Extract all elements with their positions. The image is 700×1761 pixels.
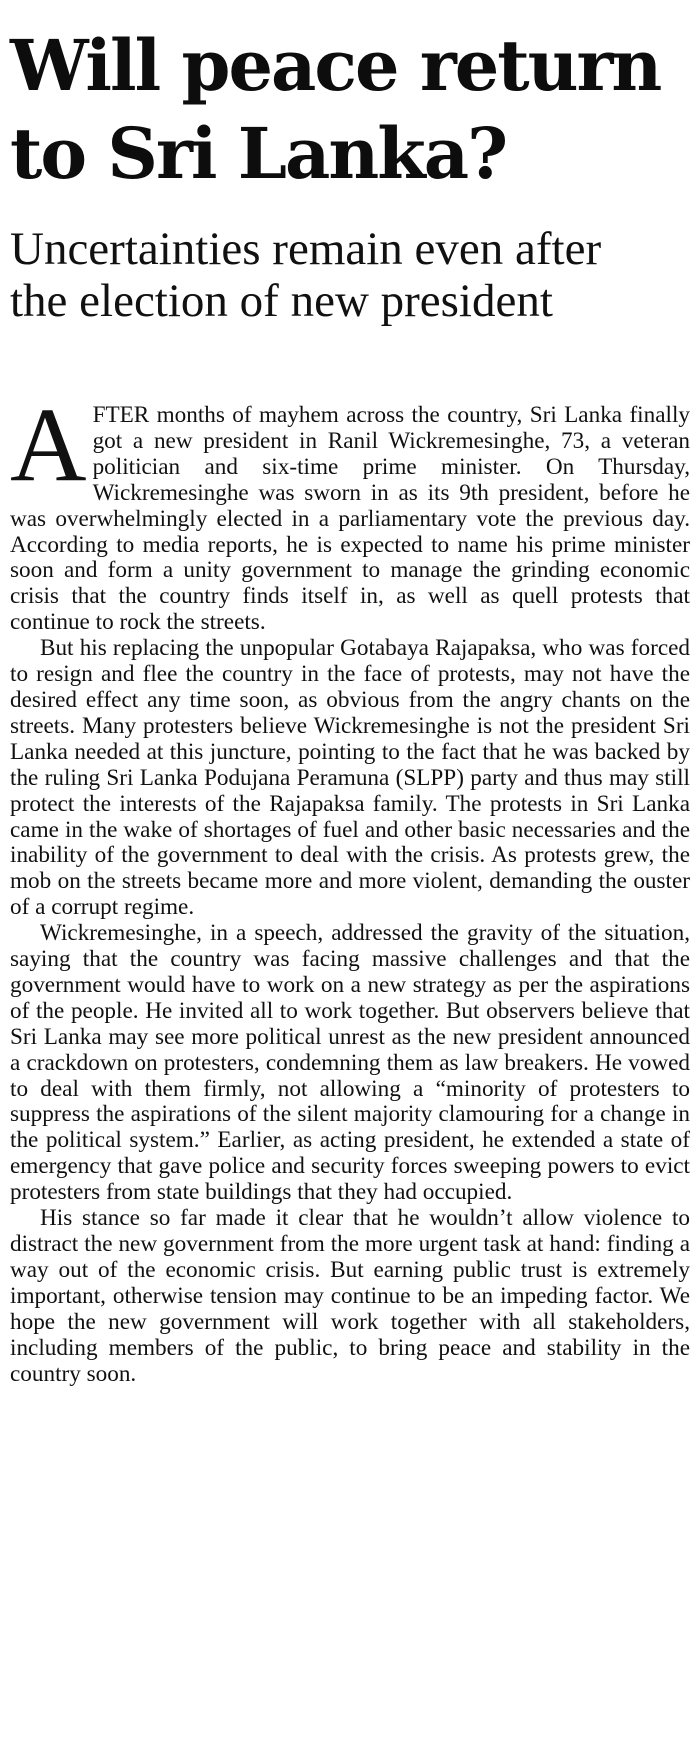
paragraph-1-text: FTER months of mayhem across the country, Sri Lanka finally got a new president in Ranil Wickremesinghe, 73, a veteran politician and six-time prime minister. On Thursday, Wickremesinghe was sworn in as its 9th president, before he was overwhelmingly elected in a parliamentary vote the previous day. According to media reports, he is expected to name his prime minister soon and form a unity government to manage the grinding economic crisis that the country finds itself in, as well as quell protests that continue to rock the streets. — [10, 402, 690, 636]
article-body — [10, 386, 690, 1387]
paragraph-2: But his replacing the unpopular Gotabaya Rajapaksa, who was forced to resign and flee the country in the face of protests, may not have the desired effect any time soon, as obvious from the angry chants on the streets. Many protesters believe Wickremesinghe is not the president Sri Lanka needed at this juncture, pointing to the fact that he was backed by the ruling Sri Lanka Podujana Peramuna (SLPP) party and thus may still protect the interests of the Rajapaksa family. The protests in Sri Lanka came in the wake of shortages of fuel and other basic necessaries and the inability of the government to deal with the crisis. As protests grew, the mob on the streets became more and more violent, demanding the ouster of a corrupt regime. — [10, 635, 690, 921]
drop-cap: A — [10, 386, 87, 503]
headline: Will peace return to Sri Lanka? — [10, 24, 661, 195]
paragraph-1 — [10, 386, 690, 636]
paragraph-4: His stance so far made it clear that he wouldn’t allow violence to distract the new government from the more urgent task at hand: finding a way out of the economic crisis. But earning public trust is extremely important, otherwise tension may continue to be an impeding factor. We hope the new government will work together with all stakeholders, including members of the public, to bring peace and stability in the country soon. — [10, 1205, 690, 1387]
paragraph-3: Wickremesinghe, in a speech, addressed the gravity of the situation, saying that the country was facing massive challenges and that the government would have to work on a new strategy as per the aspirations of the people. He invited all to work together. But observers believe that Sri Lanka may see more political unrest as the new president announced a crackdown on protesters, condemning them as law breakers. He vowed to deal with them firmly, not allowing a “minority of protesters to suppress the aspirations of the silent majority clamouring for a change in the political system.” Earlier, as acting president, he extended a state of emergency that gave police and security forces sweeping powers to evict protesters from state buildings that they had occupied. — [10, 920, 690, 1206]
subheadline: Uncertainties remain even after the election of new president — [10, 223, 602, 327]
